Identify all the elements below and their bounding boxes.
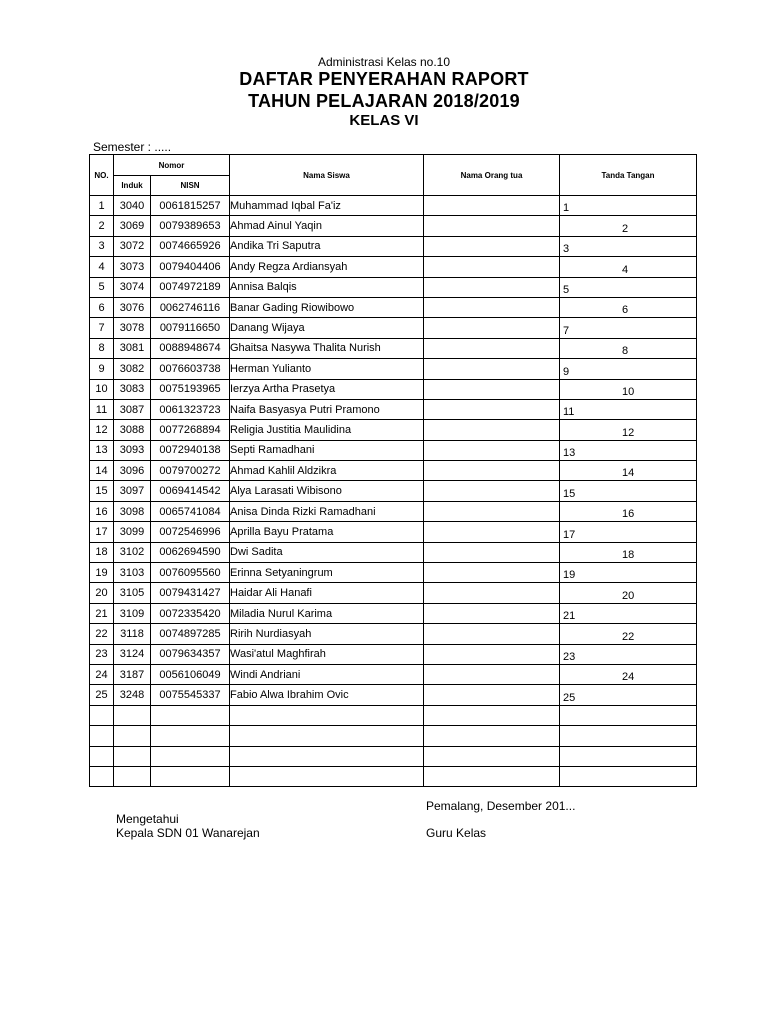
student-name-cell: Ierzya Artha Prasetya: [230, 379, 424, 399]
parent-name-cell: [424, 624, 560, 644]
signature-number: 22: [622, 630, 635, 643]
table-row: [90, 257, 697, 277]
header-nisn: NISN: [151, 176, 230, 196]
nisn-cell: 0077268894: [151, 420, 230, 440]
nisn-cell: 0088948674: [151, 338, 230, 358]
table-row: [90, 603, 697, 623]
signature-cell: [560, 542, 697, 562]
induk-cell: 3248: [114, 685, 151, 705]
nisn-cell: 0075545337: [151, 685, 230, 705]
student-name-cell: Alya Larasati Wibisono: [230, 481, 424, 501]
parent-name-cell: [424, 481, 560, 501]
nisn-cell: [151, 766, 230, 786]
table-row: [90, 583, 697, 603]
row-number: 23: [90, 644, 114, 664]
parent-name-cell: [424, 196, 560, 216]
row-number: 25: [90, 685, 114, 705]
signature-cell: [560, 379, 697, 399]
table-row: [90, 440, 697, 460]
student-name-cell: Naifa Basyasya Putri Pramono: [230, 399, 424, 419]
table-row: [90, 338, 697, 358]
row-number: 9: [90, 359, 114, 379]
nisn-cell: 0061323723: [151, 399, 230, 419]
header-induk: Induk: [114, 176, 151, 196]
induk-cell: 3081: [114, 338, 151, 358]
induk-cell: 3078: [114, 318, 151, 338]
row-number: 5: [90, 277, 114, 297]
signature-number: 8: [622, 345, 629, 358]
signature-cell: [560, 501, 697, 521]
row-number: 15: [90, 481, 114, 501]
row-number: 4: [90, 257, 114, 277]
nisn-cell: 0076603738: [151, 359, 230, 379]
nisn-cell: 0079634357: [151, 644, 230, 664]
nisn-cell: 0079116650: [151, 318, 230, 338]
nisn-cell: 0072335420: [151, 603, 230, 623]
student-name-cell: Miladia Nurul Karima: [230, 603, 424, 623]
student-name-cell: Annisa Balqis: [230, 277, 424, 297]
signature-cell: [560, 522, 697, 542]
row-number: 6: [90, 297, 114, 317]
parent-name-cell: [424, 664, 560, 684]
nisn-cell: 0074665926: [151, 236, 230, 256]
parent-name-cell: [424, 563, 560, 583]
nisn-cell: 0072940138: [151, 440, 230, 460]
table-row: [90, 542, 697, 562]
row-number: 10: [90, 379, 114, 399]
parent-name-cell: [424, 379, 560, 399]
parent-name-cell: [424, 542, 560, 562]
empty-table-row: [90, 746, 697, 766]
row-number: 7: [90, 318, 114, 338]
student-name-cell: Ahmad Ainul Yaqin: [230, 216, 424, 236]
student-name-cell: [230, 746, 424, 766]
student-name-cell: [230, 766, 424, 786]
signature-cell: [560, 399, 697, 419]
signature-cell: [560, 277, 697, 297]
row-number: [90, 746, 114, 766]
induk-cell: 3073: [114, 257, 151, 277]
table-row: [90, 624, 697, 644]
induk-cell: 3096: [114, 461, 151, 481]
table-row: [90, 522, 697, 542]
header-nomor: Nomor: [114, 155, 230, 176]
signature-number: 19: [563, 569, 576, 582]
nisn-cell: 0065741084: [151, 501, 230, 521]
nisn-cell: 0079431427: [151, 583, 230, 603]
parent-name-cell: [424, 766, 560, 786]
signature-number: 7: [563, 324, 570, 337]
signature-number: 14: [622, 467, 635, 480]
signature-number: 17: [563, 528, 576, 541]
nisn-cell: 0062746116: [151, 297, 230, 317]
nisn-cell: 0079404406: [151, 257, 230, 277]
signature-cell: [560, 705, 697, 725]
signature-number: 23: [563, 650, 576, 663]
row-number: 17: [90, 522, 114, 542]
signature-cell: [560, 726, 697, 746]
row-number: 21: [90, 603, 114, 623]
nisn-cell: 0072546996: [151, 522, 230, 542]
parent-name-cell: [424, 522, 560, 542]
row-number: 3: [90, 236, 114, 256]
induk-cell: 3074: [114, 277, 151, 297]
induk-cell: [114, 746, 151, 766]
induk-cell: 3087: [114, 399, 151, 419]
induk-cell: 3102: [114, 542, 151, 562]
place-date: Pemalang, Desember 201...: [426, 799, 576, 813]
parent-name-cell: [424, 257, 560, 277]
signature-cell: [560, 236, 697, 256]
table-row: [90, 420, 697, 440]
parent-name-cell: [424, 603, 560, 623]
induk-cell: 3105: [114, 583, 151, 603]
acknowledged-label: Mengetahui: [116, 812, 179, 826]
signature-number: 18: [622, 549, 635, 562]
nisn-cell: [151, 726, 230, 746]
empty-table-row: [90, 766, 697, 786]
student-name-cell: Haidar Ali Hanafi: [230, 583, 424, 603]
parent-name-cell: [424, 746, 560, 766]
signature-cell: [560, 359, 697, 379]
student-name-cell: Fabio Alwa Ibrahim Ovic: [230, 685, 424, 705]
parent-name-cell: [424, 216, 560, 236]
signature-cell: [560, 318, 697, 338]
nisn-cell: 0079700272: [151, 461, 230, 481]
student-name-cell: Septi Ramadhani: [230, 440, 424, 460]
signature-cell: [560, 685, 697, 705]
parent-name-cell: [424, 338, 560, 358]
parent-name-cell: [424, 583, 560, 603]
signature-number: 20: [622, 589, 635, 602]
induk-cell: 3097: [114, 481, 151, 501]
parent-name-cell: [424, 399, 560, 419]
student-name-cell: [230, 726, 424, 746]
signature-number: 15: [563, 487, 576, 500]
student-name-cell: Wasi'atul Maghfirah: [230, 644, 424, 664]
student-name-cell: Aprilla Bayu Pratama: [230, 522, 424, 542]
parent-name-cell: [424, 461, 560, 481]
student-name-cell: Muhammad Iqbal Fa'iz: [230, 196, 424, 216]
induk-cell: 3118: [114, 624, 151, 644]
nisn-cell: 0079389653: [151, 216, 230, 236]
parent-name-cell: [424, 236, 560, 256]
signature-number: 10: [622, 385, 635, 398]
student-name-cell: Dwi Sadita: [230, 542, 424, 562]
student-name-cell: [230, 705, 424, 725]
signature-number: 16: [622, 508, 635, 521]
parent-name-cell: [424, 644, 560, 664]
student-name-cell: Herman Yulianto: [230, 359, 424, 379]
table-row: [90, 685, 697, 705]
row-number: 22: [90, 624, 114, 644]
row-number: [90, 766, 114, 786]
signature-cell: [560, 440, 697, 460]
induk-cell: [114, 726, 151, 746]
row-number: 24: [90, 664, 114, 684]
table-row: [90, 216, 697, 236]
semester-label: Semester : .....: [93, 140, 172, 154]
row-number: [90, 726, 114, 746]
table-row: [90, 236, 697, 256]
induk-cell: [114, 705, 151, 725]
signature-cell: [560, 644, 697, 664]
row-number: 16: [90, 501, 114, 521]
table-row: [90, 664, 697, 684]
signature-cell: [560, 563, 697, 583]
student-name-cell: Banar Gading Riowibowo: [230, 297, 424, 317]
student-name-cell: Windi Andriani: [230, 664, 424, 684]
table-row: [90, 196, 697, 216]
student-name-cell: Religia Justitia Maulidina: [230, 420, 424, 440]
induk-cell: 3083: [114, 379, 151, 399]
header-nama-orang-tua: Nama Orang tua: [424, 155, 560, 196]
table-row: [90, 318, 697, 338]
admin-caption: Administrasi Kelas no.10: [317, 55, 451, 69]
induk-cell: 3103: [114, 563, 151, 583]
row-number: 18: [90, 542, 114, 562]
row-number: 14: [90, 461, 114, 481]
student-name-cell: Ghaitsa Nasywa Thalita Nurish: [230, 338, 424, 358]
parent-name-cell: [424, 685, 560, 705]
table-row: [90, 399, 697, 419]
signature-number: 3: [563, 243, 570, 256]
nisn-cell: 0069414542: [151, 481, 230, 501]
signature-number: 13: [563, 447, 576, 460]
parent-name-cell: [424, 501, 560, 521]
student-name-cell: Andy Regza Ardiansyah: [230, 257, 424, 277]
table-row: [90, 481, 697, 501]
header-no: NO.: [90, 155, 114, 196]
table-row: [90, 644, 697, 664]
signature-cell: [560, 481, 697, 501]
student-name-cell: Anisa Dinda Rizki Ramadhani: [230, 501, 424, 521]
signature-number: 1: [563, 202, 570, 215]
signature-number: 5: [563, 283, 570, 296]
nisn-cell: 0056106049: [151, 664, 230, 684]
student-name-cell: Danang Wijaya: [230, 318, 424, 338]
table-body: [90, 196, 697, 787]
nisn-cell: 0075193965: [151, 379, 230, 399]
report-handover-table: [89, 154, 697, 787]
signature-cell: [560, 766, 697, 786]
induk-cell: 3124: [114, 644, 151, 664]
document-title-line2: TAHUN PELAJARAN 2018/2019: [248, 91, 520, 111]
principal-label: Kepala SDN 01 Wanarejan: [116, 826, 260, 840]
induk-cell: 3187: [114, 664, 151, 684]
parent-name-cell: [424, 705, 560, 725]
signature-number: 2: [622, 222, 629, 235]
signature-cell: [560, 603, 697, 623]
table-row: [90, 379, 697, 399]
class-title: KELAS VI: [349, 112, 419, 129]
table-row: [90, 461, 697, 481]
student-name-cell: Ririh Nurdiasyah: [230, 624, 424, 644]
table-row: [90, 297, 697, 317]
row-number: [90, 705, 114, 725]
table-row: [90, 277, 697, 297]
induk-cell: 3098: [114, 501, 151, 521]
induk-cell: [114, 766, 151, 786]
signature-number: 21: [563, 610, 576, 623]
signature-number: 6: [622, 304, 629, 317]
nisn-cell: [151, 746, 230, 766]
induk-cell: 3109: [114, 603, 151, 623]
induk-cell: 3082: [114, 359, 151, 379]
table-row: [90, 501, 697, 521]
document-title-line1: DAFTAR PENYERAHAN RAPORT: [239, 69, 529, 89]
signature-number: 24: [622, 671, 635, 684]
parent-name-cell: [424, 318, 560, 338]
row-number: 11: [90, 399, 114, 419]
signature-cell: [560, 216, 697, 236]
row-number: 8: [90, 338, 114, 358]
signature-cell: [560, 196, 697, 216]
row-number: 12: [90, 420, 114, 440]
empty-table-row: [90, 705, 697, 725]
signature-cell: [560, 461, 697, 481]
class-teacher-label: Guru Kelas: [426, 826, 487, 840]
parent-name-cell: [424, 297, 560, 317]
student-name-cell: Ahmad Kahlil Aldzikra: [230, 461, 424, 481]
nisn-cell: 0062694590: [151, 542, 230, 562]
parent-name-cell: [424, 726, 560, 746]
signature-number: 11: [563, 406, 575, 419]
signature-cell: [560, 664, 697, 684]
signature-cell: [560, 624, 697, 644]
induk-cell: 3072: [114, 236, 151, 256]
row-number: 19: [90, 563, 114, 583]
induk-cell: 3088: [114, 420, 151, 440]
nisn-cell: 0061815257: [151, 196, 230, 216]
parent-name-cell: [424, 277, 560, 297]
signature-number: 25: [563, 691, 576, 704]
signature-number: 4: [622, 263, 629, 276]
table-row: [90, 359, 697, 379]
nisn-cell: [151, 705, 230, 725]
parent-name-cell: [424, 440, 560, 460]
empty-table-row: [90, 726, 697, 746]
student-name-cell: Andika Tri Saputra: [230, 236, 424, 256]
signature-cell: [560, 297, 697, 317]
signature-number: 9: [563, 365, 570, 378]
student-name-cell: Erinna Setyaningrum: [230, 563, 424, 583]
induk-cell: 3093: [114, 440, 151, 460]
row-number: 20: [90, 583, 114, 603]
nisn-cell: 0074897285: [151, 624, 230, 644]
table-header-row: [90, 155, 697, 176]
header-nama-siswa: Nama Siswa: [230, 155, 424, 196]
induk-cell: 3040: [114, 196, 151, 216]
parent-name-cell: [424, 359, 560, 379]
induk-cell: 3099: [114, 522, 151, 542]
signature-cell: [560, 420, 697, 440]
parent-name-cell: [424, 420, 560, 440]
row-number: 13: [90, 440, 114, 460]
signature-number: 12: [622, 426, 635, 439]
row-number: 1: [90, 196, 114, 216]
signature-cell: [560, 583, 697, 603]
row-number: 2: [90, 216, 114, 236]
nisn-cell: 0076095560: [151, 563, 230, 583]
induk-cell: 3076: [114, 297, 151, 317]
induk-cell: 3069: [114, 216, 151, 236]
signature-cell: [560, 338, 697, 358]
signature-cell: [560, 746, 697, 766]
signature-cell: [560, 257, 697, 277]
header-tanda-tangan: Tanda Tangan: [560, 155, 697, 196]
table-row: [90, 563, 697, 583]
nisn-cell: 0074972189: [151, 277, 230, 297]
